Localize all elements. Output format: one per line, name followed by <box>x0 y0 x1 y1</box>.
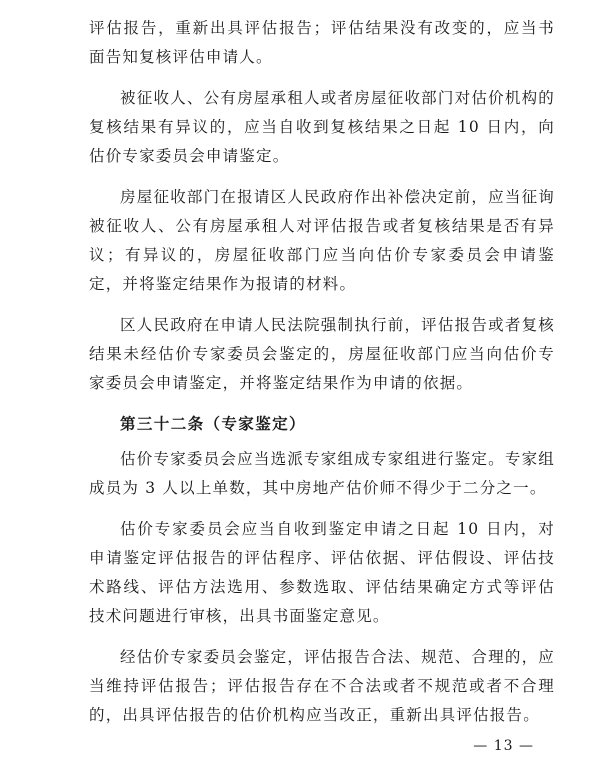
paragraph-expert-group: 估价专家委员会应当选派专家组成专家组进行鉴定。专家组成员为 3 人以上单数，其中房地产估价师不得少于二分之一。 <box>89 450 555 497</box>
paragraph-continuation: 评估报告，重新出具评估报告；评估结果没有改变的，应当书面告知复核评估申请人。 <box>89 19 555 66</box>
paragraph-review-outcome: 经估价专家委员会鉴定，评估报告合法、规范、合理的，应当维持评估报告；评估报告存在不合法或者不规范或者不合理的，出具评估报告的估价机构应当改正，重新出具评估报告。 <box>89 648 555 724</box>
paragraph-enforcement: 区人民政府在申请人民法院强制执行前，评估报告或者复核结果未经估价专家委员会鉴定的，房屋征收部门应当向估价专家委员会申请鉴定，并将鉴定结果作为申请的依据。 <box>89 316 555 392</box>
paragraph-review-scope: 估价专家委员会应当自收到鉴定申请之日起 10 日内，对申请鉴定评估报告的评估程序、评估依据、评估假设、评估技术路线、评估方法选用、参数选取、评估结果确定方式等评估技术问题进行审核，出具书面鉴定意见。 <box>89 520 555 625</box>
paragraph-review-objection: 被征收人、公有房屋承租人或者房屋征收部门对估价机构的复核结果有异议的，应当自收到复核结果之日起 10 日内，向估价专家委员会申请鉴定。 <box>89 89 555 165</box>
paragraph-compensation-decision: 房屋征收部门在报请区人民政府作出补偿决定前，应当征询被征收人、公有房屋承租人对评估报告或者复核结果是否有异议；有异议的，房屋征收部门应当向估价专家委员会申请鉴定，并将鉴定结果作为报请的材料。 <box>89 188 555 293</box>
article-heading: 第三十二条（专家鉴定） <box>120 415 306 433</box>
page-number: — 13 — <box>473 738 534 754</box>
document-body <box>89 14 555 742</box>
